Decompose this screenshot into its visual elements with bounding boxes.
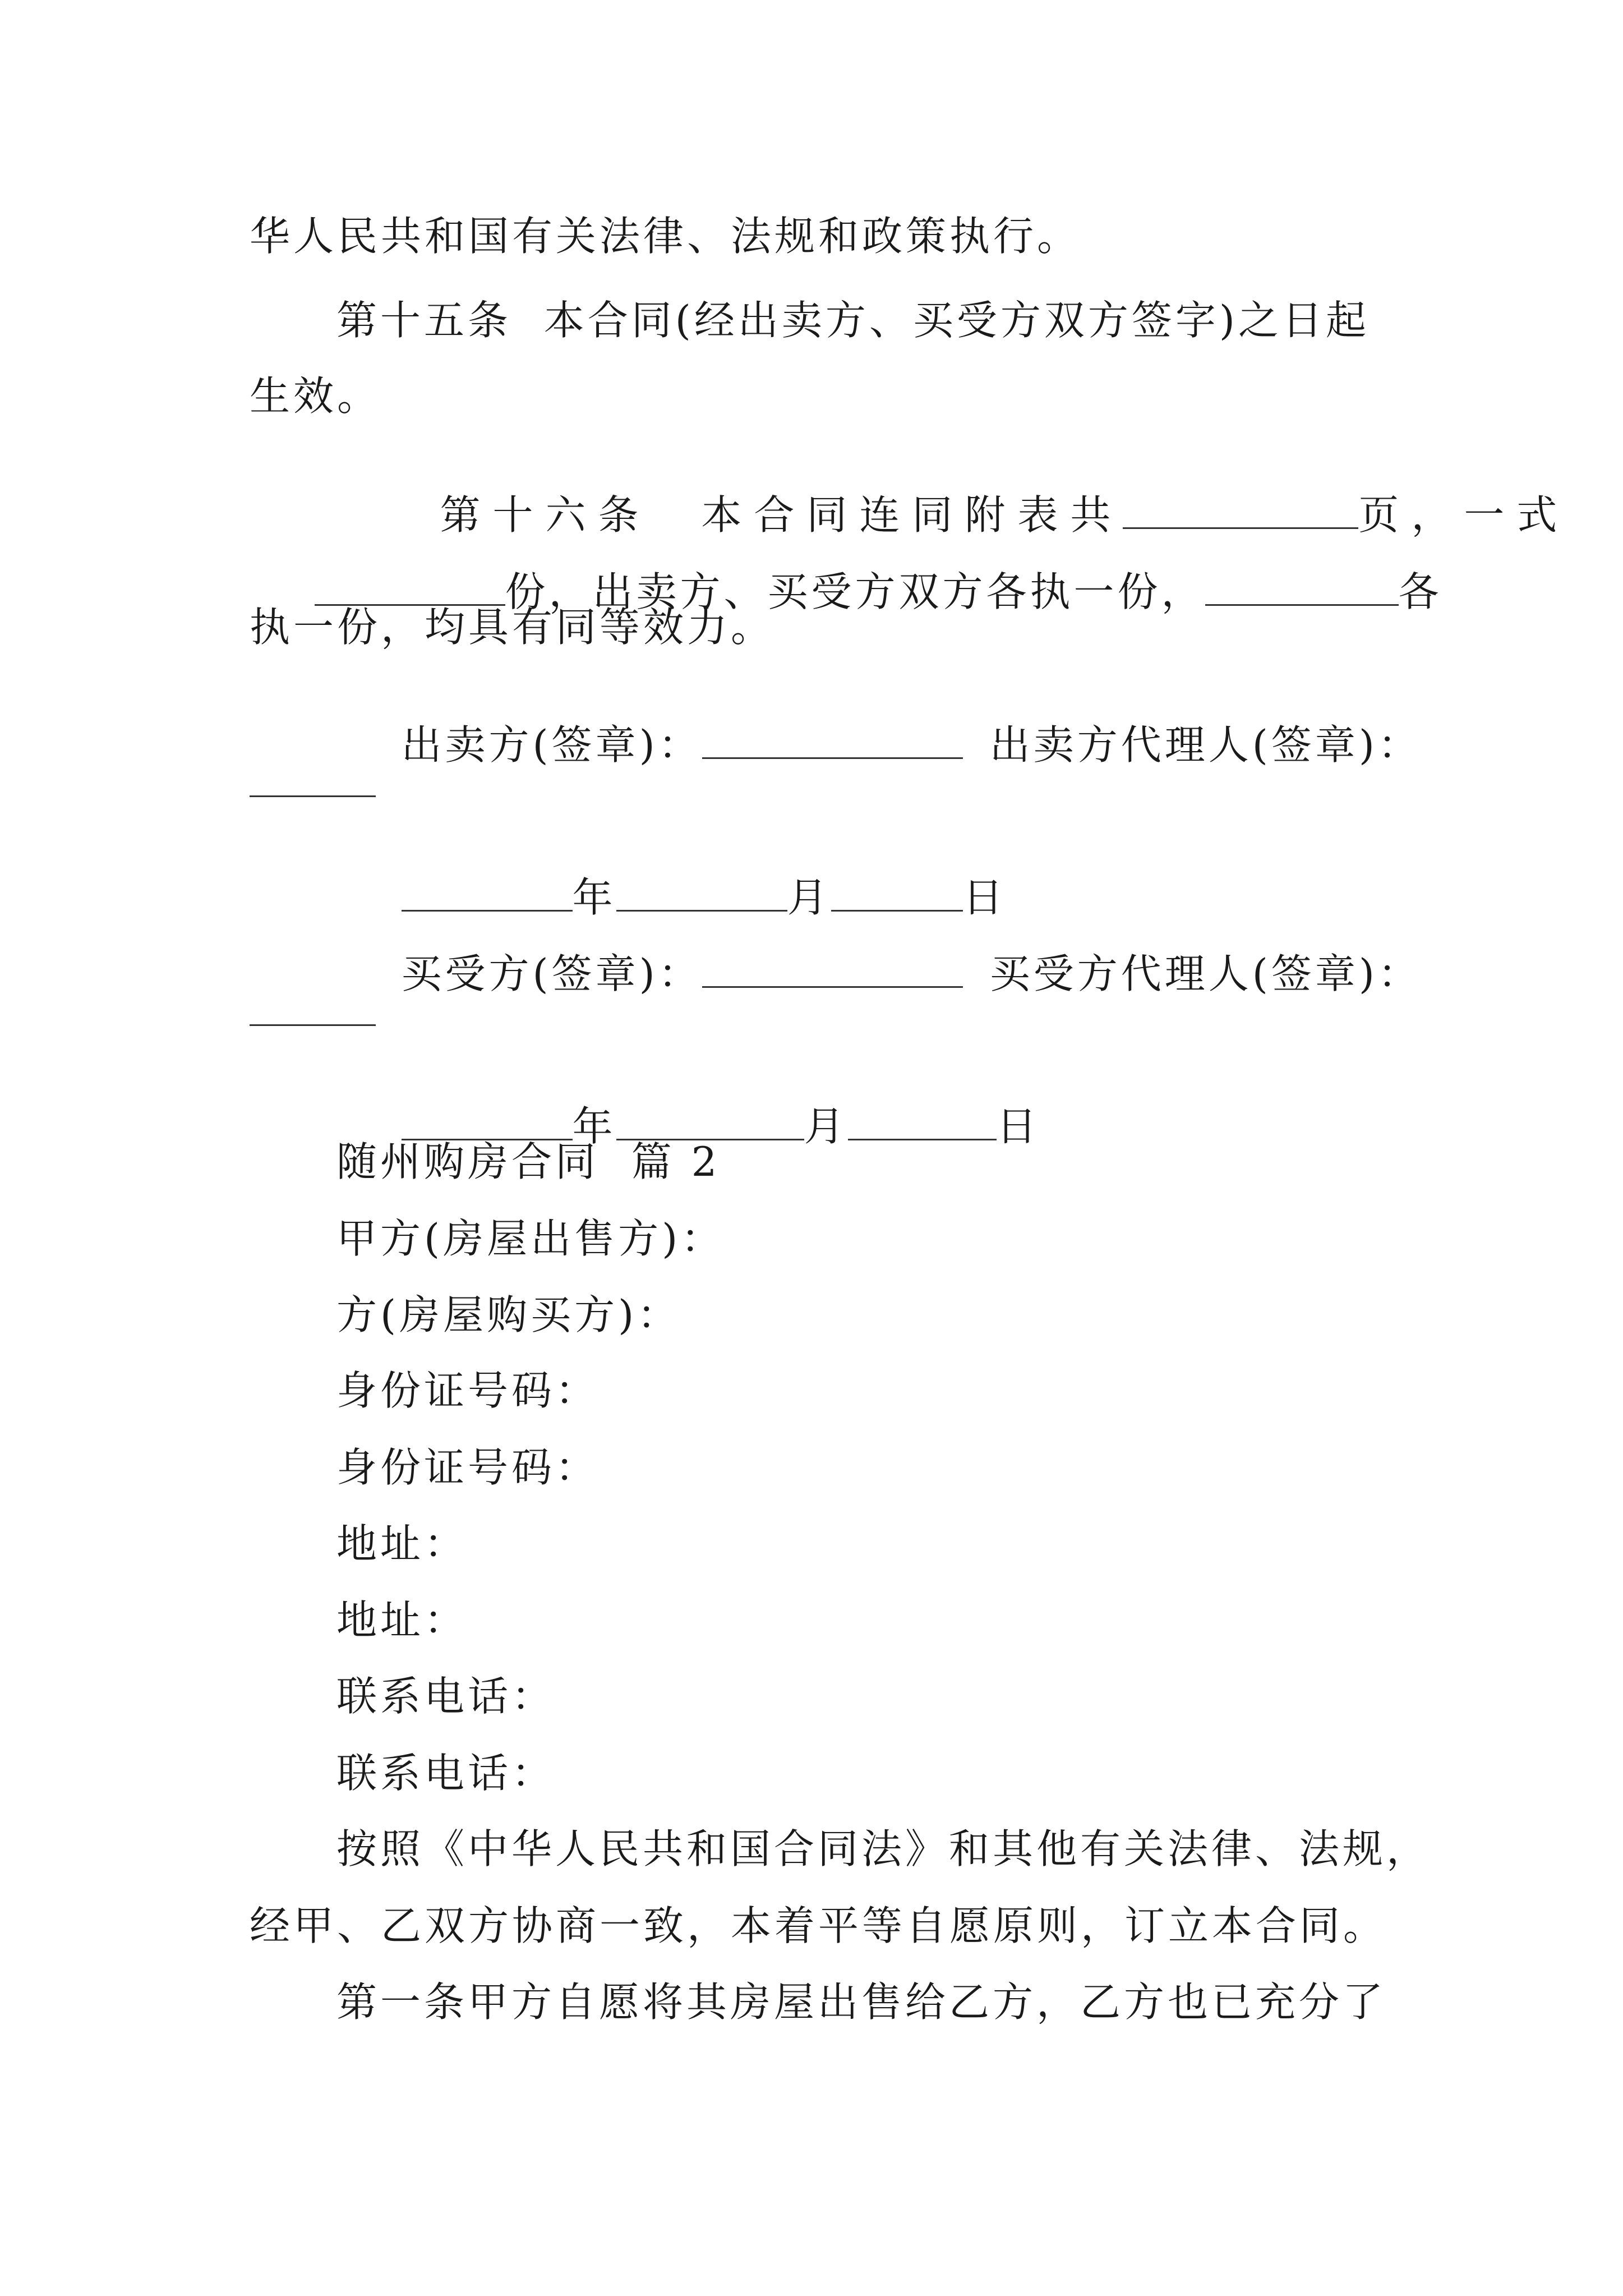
third-party-blank	[1205, 570, 1399, 606]
id-number-label: 身份证号码：	[336, 1367, 600, 1414]
year-blank	[402, 876, 573, 912]
day-blank	[848, 1105, 997, 1140]
text-line: 生效。	[250, 372, 381, 420]
year-label: 年	[572, 874, 616, 921]
month-blank	[616, 1105, 804, 1140]
buyer-agent-blank	[250, 1024, 376, 1026]
seller-signature-line	[336, 683, 1422, 806]
buyer-signature-blank	[702, 953, 963, 988]
month-label: 月	[804, 1103, 848, 1150]
month-label: 月	[787, 874, 831, 921]
phone-label: 联系电话：	[336, 1750, 556, 1797]
article-15: 第十五条 本合同(经出卖方、买受方双方签字)之日起	[336, 297, 1370, 344]
day-label: 日	[962, 874, 1007, 921]
address-label: 地址：	[336, 1596, 468, 1644]
day-label: 日	[996, 1103, 1040, 1150]
buyer-agent-label: 买受方代理人(签章)：	[989, 950, 1422, 997]
copies-text: 份，出卖方、买受方双方各执一份，	[505, 568, 1205, 615]
seller-agent-blank	[250, 795, 376, 797]
copies-blank	[315, 570, 505, 606]
copies-text-end: 各	[1398, 568, 1442, 615]
paragraph-line: 经甲、乙双方协商一致，本着平等自愿原则，订立本合同。	[250, 1902, 1387, 1949]
id-number-label: 身份证号码：	[336, 1444, 600, 1491]
year-label: 年	[572, 1103, 616, 1150]
page-count-blank	[1123, 494, 1358, 529]
seller-signature-blank	[702, 724, 963, 759]
paragraph-line: 按照《中华人民共和国合同法》和其他有关法律、法规，	[336, 1825, 1431, 1872]
section-heading: 随州购房合同 篇 2	[336, 1138, 721, 1185]
party-a-label: 甲方(房屋出售方)：	[336, 1215, 725, 1262]
article-16-text: 第十六条 本合同连同附表共	[440, 491, 1123, 539]
seller-signature-label: 出卖方(签章)：	[401, 721, 702, 769]
month-blank	[616, 876, 787, 912]
phone-label: 联系电话：	[336, 1673, 556, 1720]
party-b-label: 方(房屋购买方)：	[336, 1291, 681, 1338]
day-blank	[831, 876, 963, 912]
text-line: 华人民共和国有关法律、法规和政策执行。	[250, 213, 1081, 260]
paragraph-line: 第一条甲方自愿将其房屋出售给乙方，乙方也已充分了	[336, 1978, 1387, 2026]
year-blank	[402, 1105, 573, 1140]
buyer-signature-label: 买受方(签章)：	[401, 950, 702, 997]
address-label: 地址：	[336, 1520, 468, 1567]
buyer-signature-line	[336, 912, 1422, 1034]
article-16-text-end: 页，一式	[1358, 491, 1570, 539]
text-line: 执一份，均具有同等效力。	[250, 604, 775, 651]
seller-agent-label: 出卖方代理人(签章)：	[989, 721, 1422, 769]
